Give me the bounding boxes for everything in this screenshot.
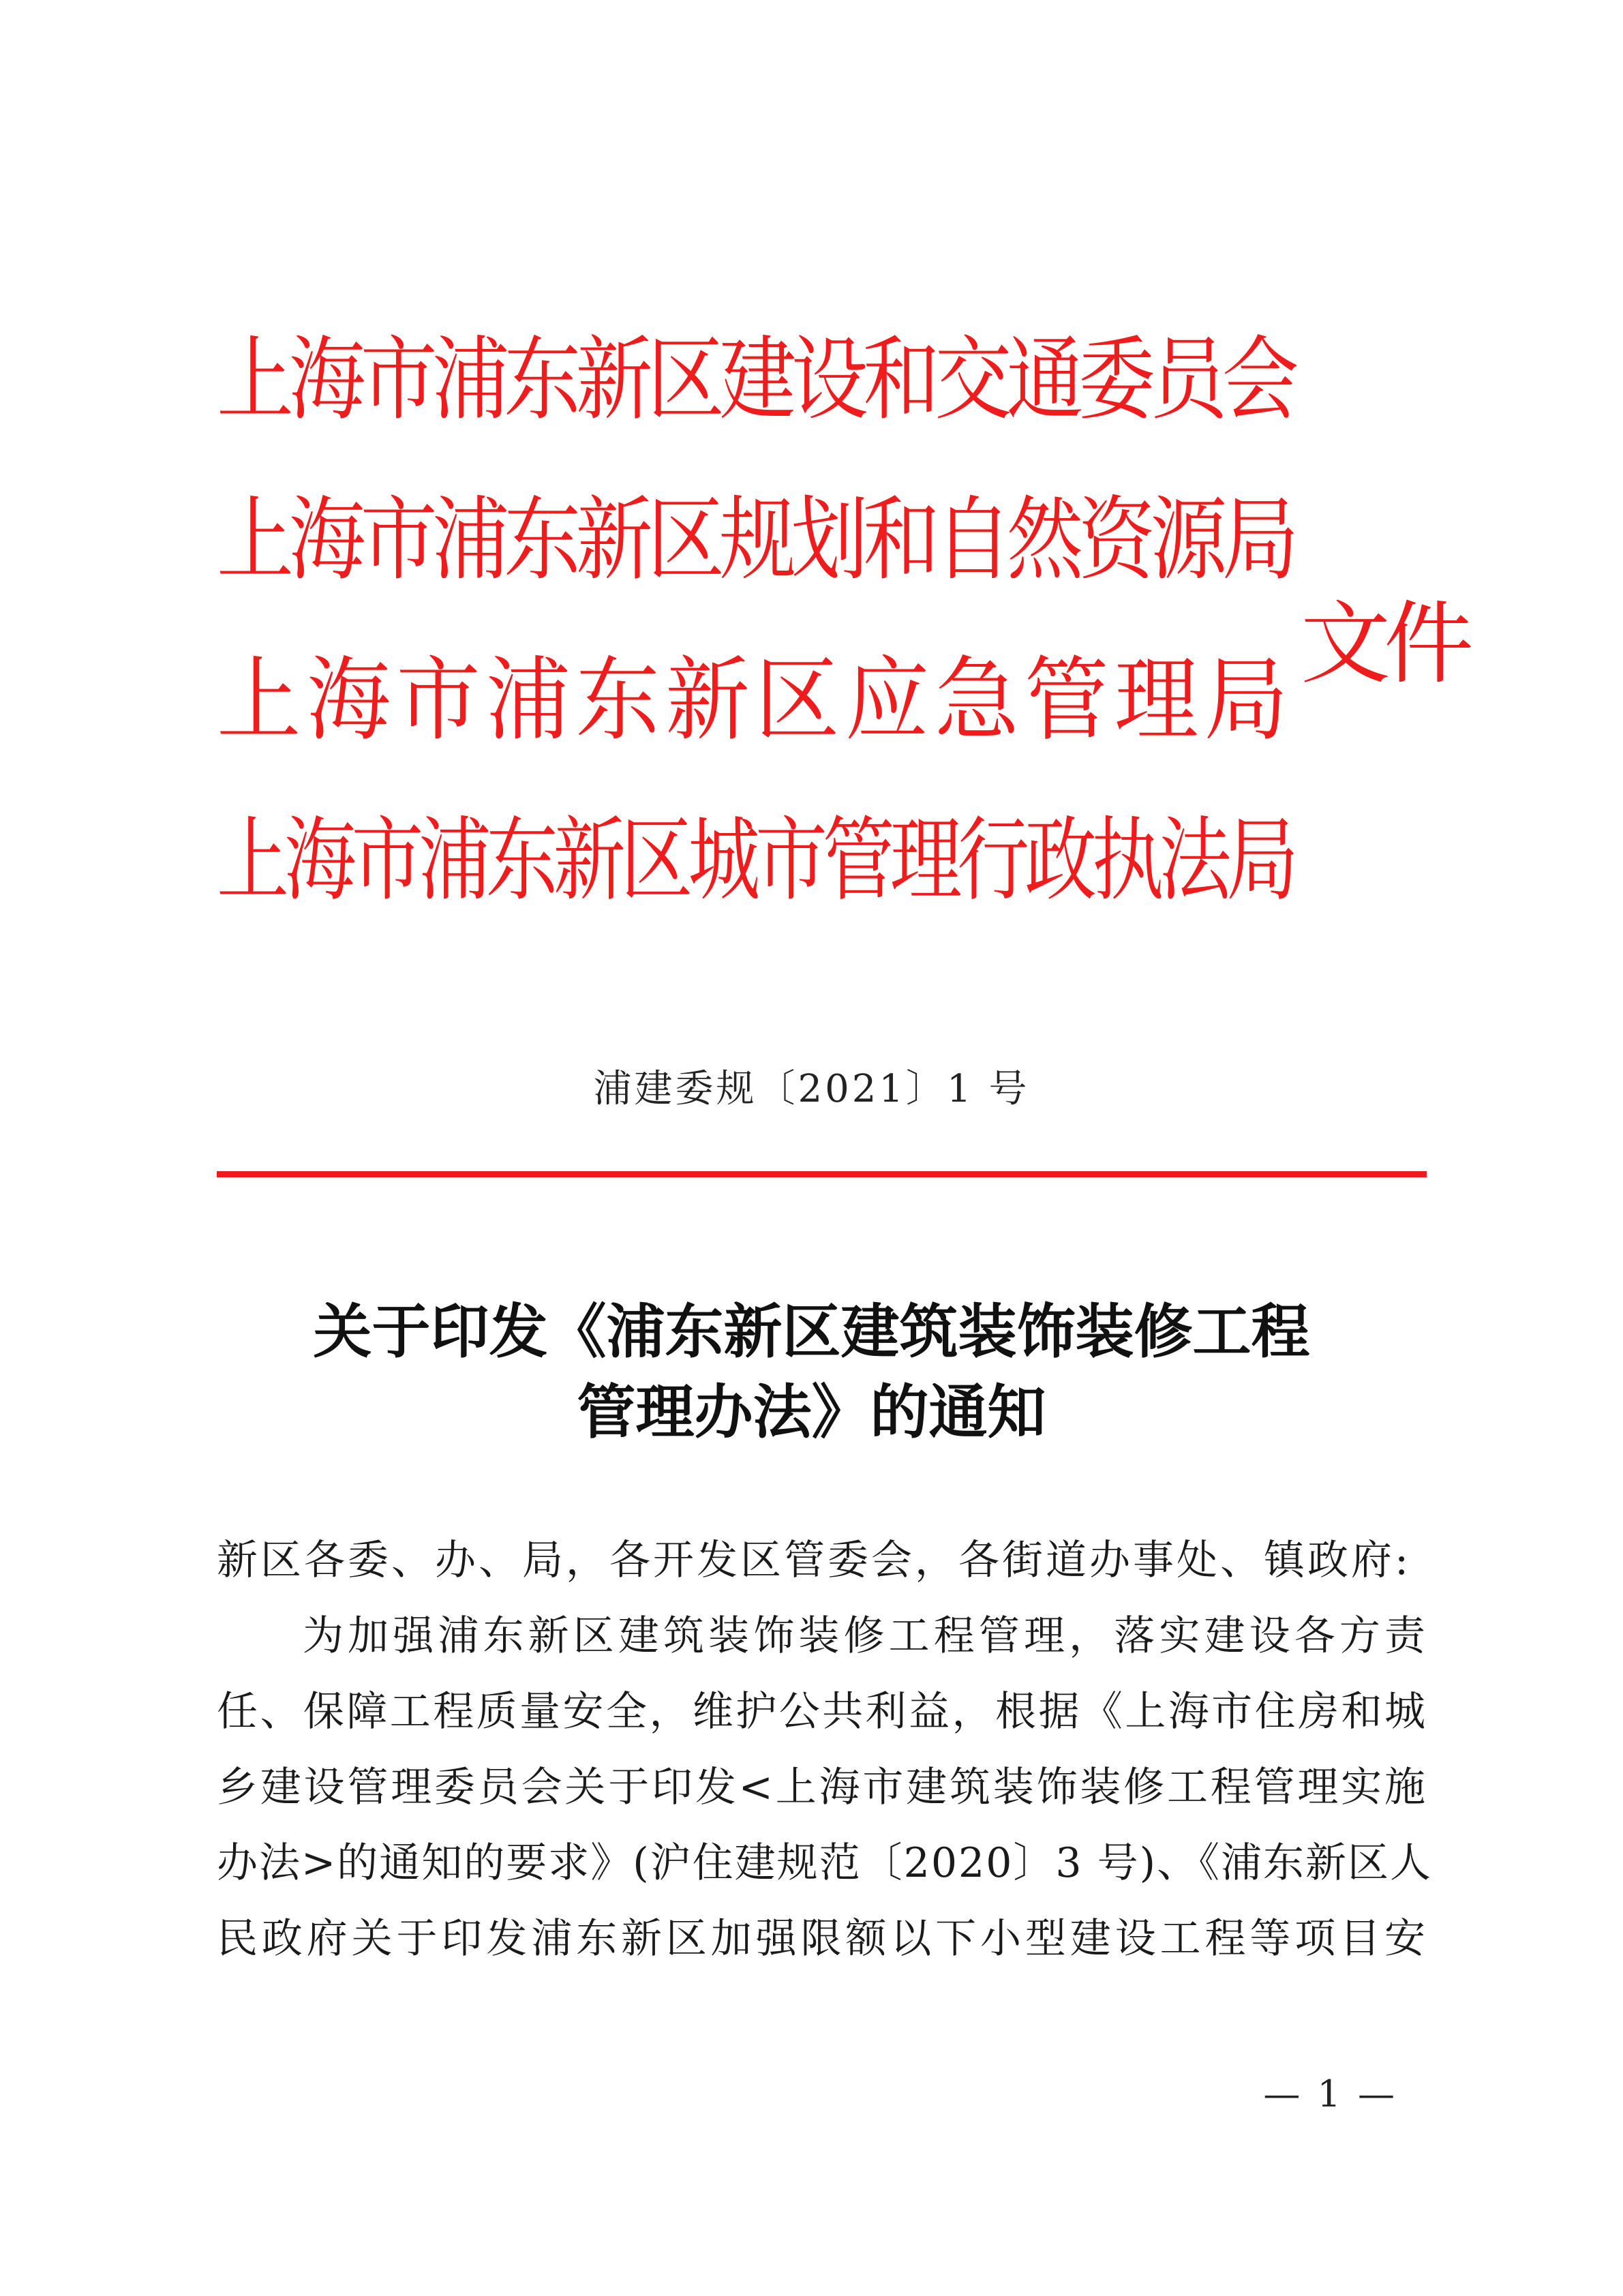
issuer-construction-transport: 上海市浦东新区建设和交通委员会 xyxy=(217,327,1294,433)
document-title xyxy=(0,1292,1623,1453)
document-number: 浦建委规〔2021〕1 号 xyxy=(593,1067,1030,1111)
issuer-header xyxy=(217,300,1294,941)
issuer-urban-enforcement: 上海市浦东新区城市管理行政执法局 xyxy=(217,807,1294,913)
body-line: 为加强浦东新区建筑装饰装修工程管理，落实建设各方责 xyxy=(303,1612,1427,1660)
salutation: 新区各委、办、局，各开发区管委会，各街道办事处、镇政府: xyxy=(217,1537,1412,1584)
body-line: 民政府关于印发浦东新区加强限额以下小型建设工程等项目安 xyxy=(217,1915,1427,1963)
body-line: 乡建设管理委员会关于印发<上海市建筑装饰装修工程管理实施 xyxy=(217,1764,1427,1811)
issuer-emergency-management: 上海市浦东新区应急管理局 xyxy=(217,647,1294,753)
red-divider xyxy=(217,1171,1427,1177)
page-number: — 1 — xyxy=(1263,2072,1397,2115)
document-body xyxy=(217,1523,1433,1977)
issuer-planning-resources: 上海市浦东新区规划和自然资源局 xyxy=(217,487,1294,593)
title-line-2: 管理办法》的通知 xyxy=(577,1378,1046,1447)
title-line-1: 关于印发《浦东新区建筑装饰装修工程 xyxy=(313,1297,1310,1366)
document-suffix: 文件 xyxy=(1301,592,1467,697)
body-line: 任、保障工程质量安全，维护公共利益，根据《上海市住房和城 xyxy=(217,1688,1427,1736)
body-line: 办法>的通知的要求》(沪住建规范〔2020〕3 号)、《浦东新区人 xyxy=(217,1839,1433,1887)
